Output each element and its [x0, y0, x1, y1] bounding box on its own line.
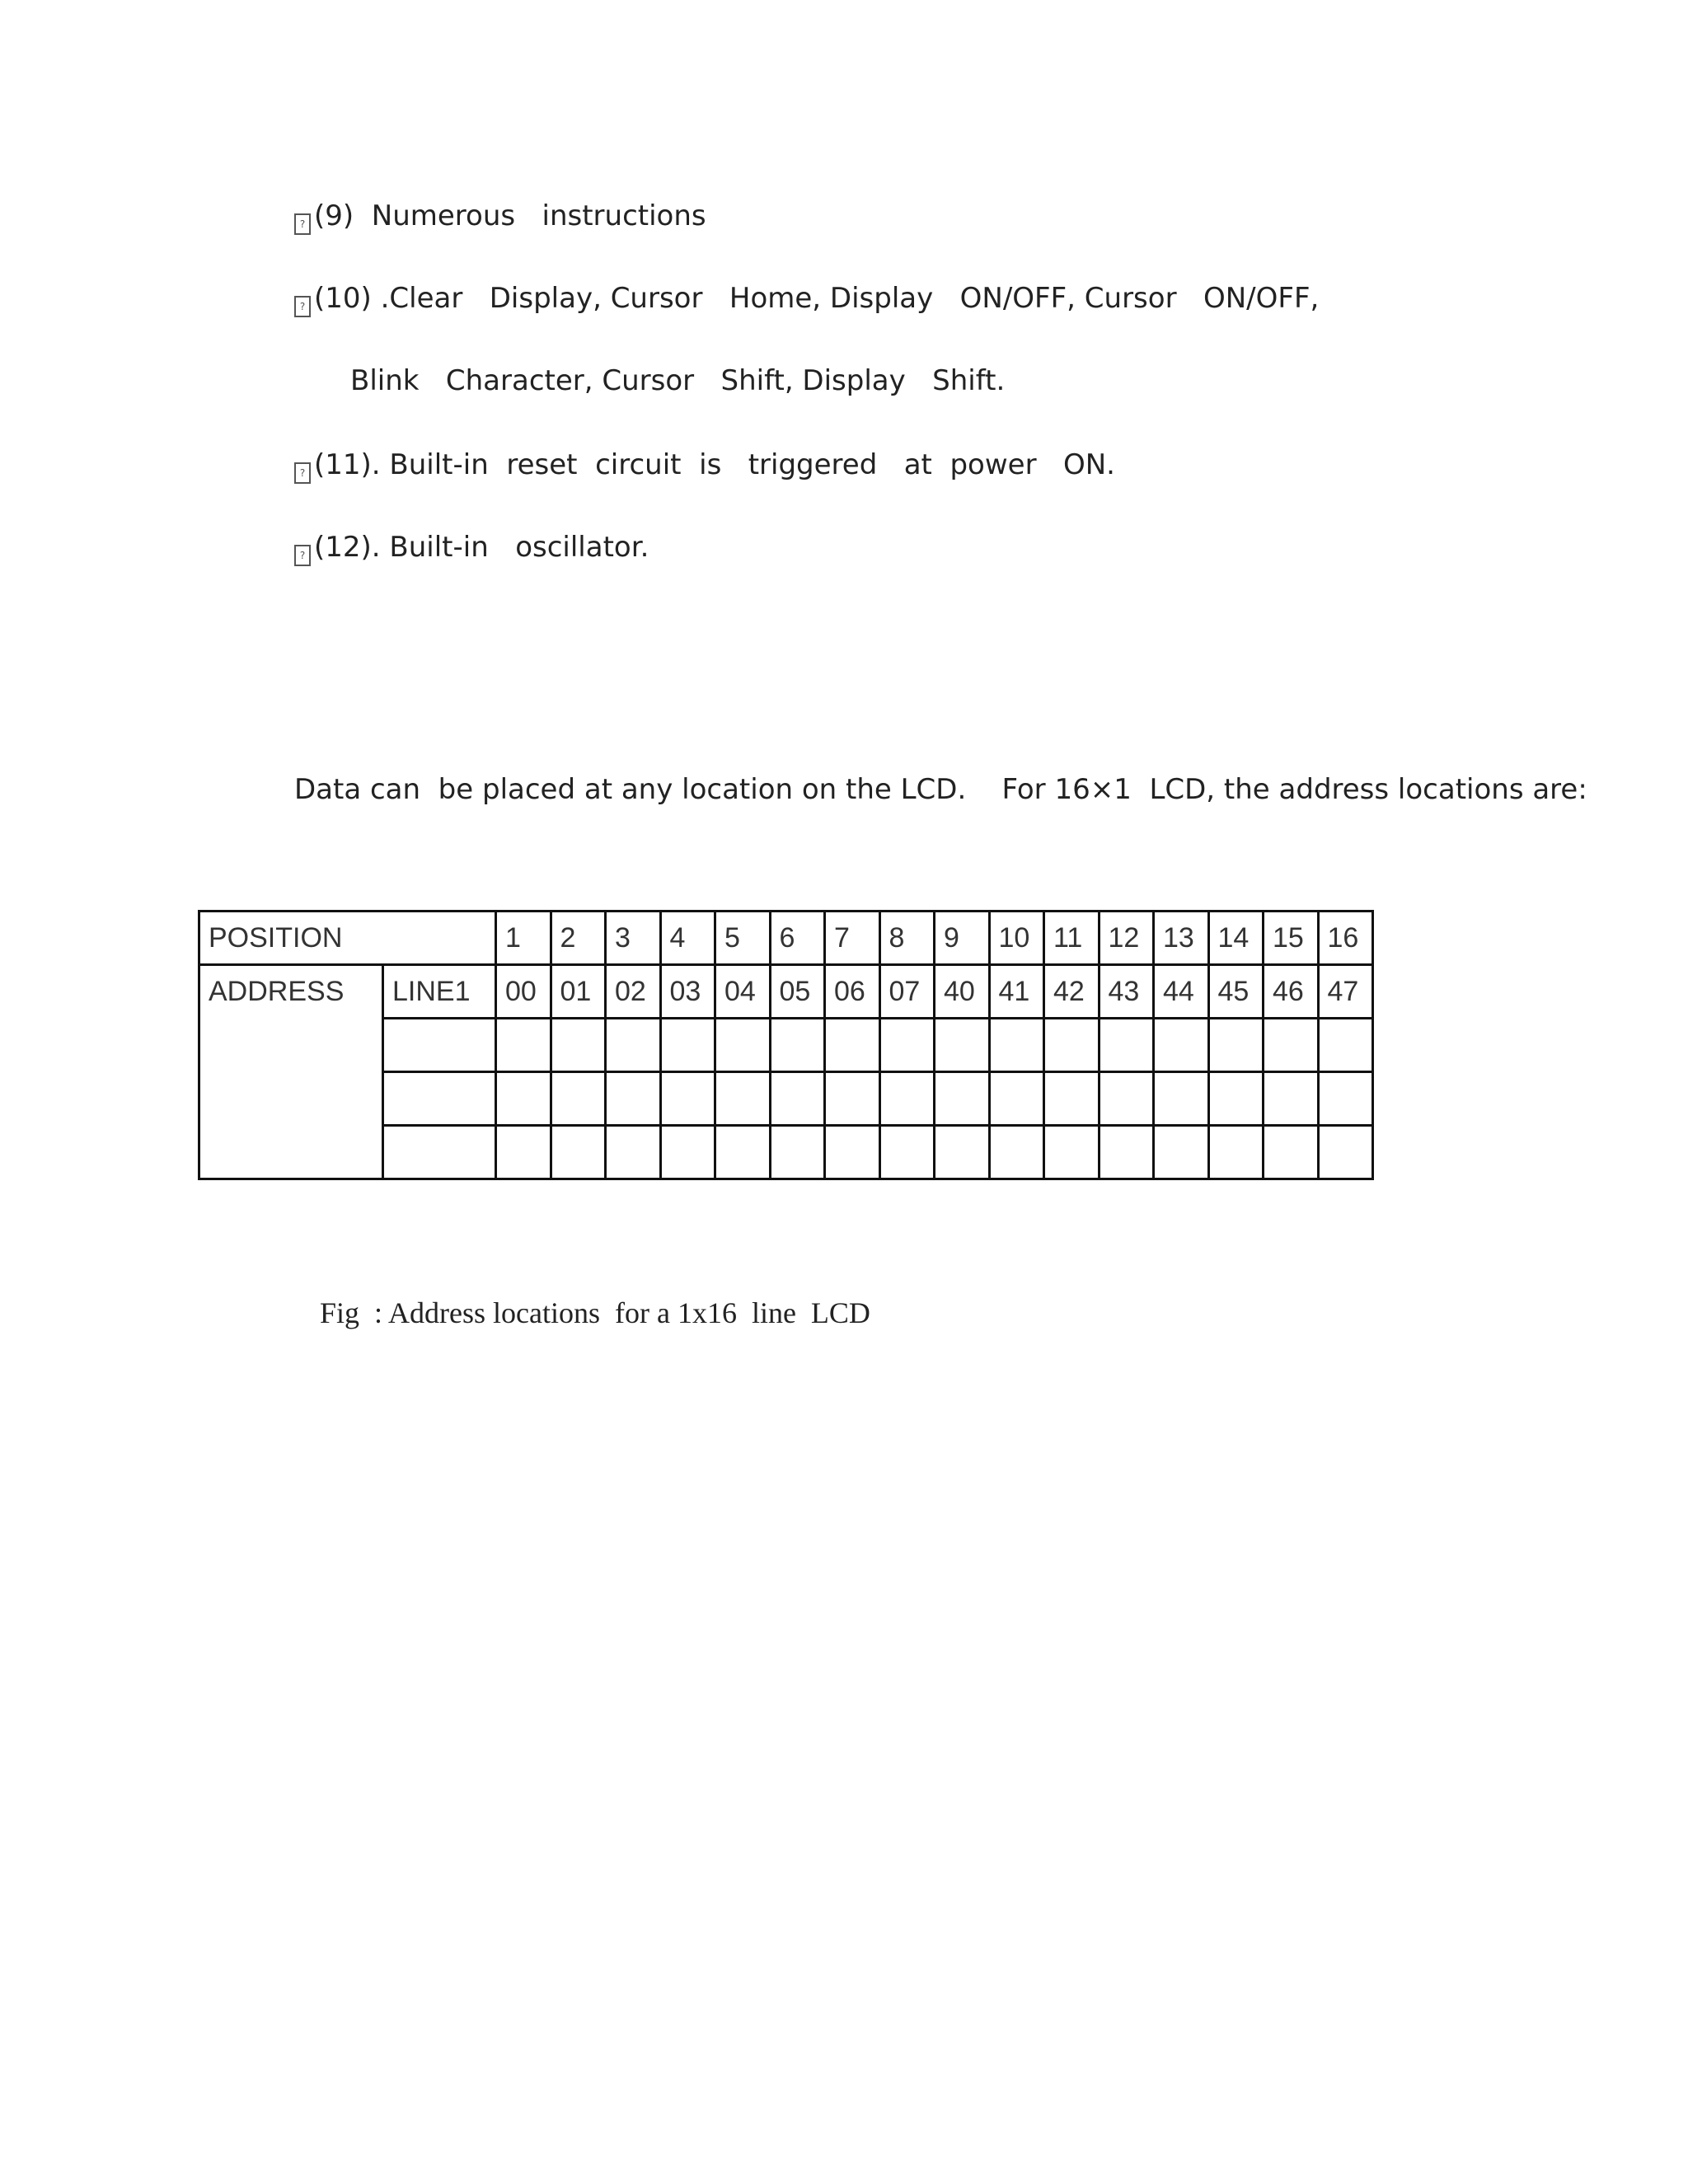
- address-cell: 02: [606, 965, 661, 1019]
- empty-cell: [879, 1126, 935, 1179]
- empty-cell: [551, 1072, 606, 1126]
- position-cell: 11: [1044, 912, 1100, 965]
- lcd-address-table: [198, 910, 1374, 1180]
- empty-cell: [879, 1019, 935, 1072]
- empty-cell: [1154, 1126, 1209, 1179]
- address-cell: 01: [551, 965, 606, 1019]
- position-header: POSITION: [199, 912, 496, 965]
- feature-item-10: [294, 282, 1319, 317]
- address-cell: 45: [1208, 965, 1264, 1019]
- empty-cell: [1154, 1019, 1209, 1072]
- missing-glyph-icon: ?: [294, 213, 311, 235]
- empty-cell: [935, 1019, 990, 1072]
- empty-cell: [1099, 1072, 1154, 1126]
- empty-cell: [770, 1126, 825, 1179]
- feature-item-12: [294, 531, 649, 566]
- address-cell: 05: [770, 965, 825, 1019]
- address-cell: 03: [660, 965, 715, 1019]
- empty-cell: [1099, 1019, 1154, 1072]
- position-row: [199, 912, 1373, 965]
- address-cell: 04: [715, 965, 771, 1019]
- position-cell: 9: [935, 912, 990, 965]
- position-cell: 1: [496, 912, 551, 965]
- empty-cell: [1044, 1072, 1100, 1126]
- empty-cell: [715, 1072, 771, 1126]
- position-cell: 6: [770, 912, 825, 965]
- position-cell: 12: [1099, 912, 1154, 965]
- empty-cell: [1044, 1126, 1100, 1179]
- empty-cell: [1099, 1126, 1154, 1179]
- feature-text: (9) Numerous instructions: [314, 199, 706, 232]
- missing-glyph-icon: ?: [294, 296, 311, 317]
- address-row: [199, 965, 1373, 1019]
- empty-cell: [551, 1126, 606, 1179]
- line1-label: LINE1: [383, 965, 496, 1019]
- position-cell: 14: [1208, 912, 1264, 965]
- position-cell: 7: [825, 912, 880, 965]
- feature-item-11: [294, 448, 1115, 484]
- missing-glyph-icon: ?: [294, 462, 311, 484]
- address-cell: 46: [1264, 965, 1319, 1019]
- empty-cell: [1264, 1126, 1319, 1179]
- empty-cell: [606, 1072, 661, 1126]
- empty-cell: [825, 1019, 880, 1072]
- feature-item-10-continuation: [350, 364, 1005, 397]
- position-cell: 13: [1154, 912, 1209, 965]
- empty-cell: [1264, 1019, 1319, 1072]
- feature-text: (12). Built-in oscillator.: [314, 531, 649, 564]
- missing-glyph-icon: ?: [294, 545, 311, 566]
- position-cell: 10: [989, 912, 1044, 965]
- address-cell: 07: [879, 965, 935, 1019]
- empty-cell: [496, 1126, 551, 1179]
- empty-cell: [715, 1019, 771, 1072]
- address-header: ADDRESS: [199, 965, 383, 1179]
- figure-caption: Fig : Address locations for a 1x16 line LCD: [320, 1296, 870, 1329]
- feature-item-9: [294, 199, 706, 235]
- empty-cell: [1208, 1072, 1264, 1126]
- empty-cell: [1208, 1019, 1264, 1072]
- empty-cell: [770, 1072, 825, 1126]
- empty-cell: [935, 1126, 990, 1179]
- address-cell: 43: [1099, 965, 1154, 1019]
- empty-cell: [1208, 1126, 1264, 1179]
- address-cell: 47: [1318, 965, 1373, 1019]
- feature-text: (11). Built-in reset circuit is triggered at power ON.: [314, 448, 1115, 481]
- position-cell: 3: [606, 912, 661, 965]
- empty-cell: [715, 1126, 771, 1179]
- intro-paragraph: Data can be placed at any location on the LCD. For 16×1 LCD, the address locations are:: [294, 773, 1587, 806]
- position-cell: 4: [660, 912, 715, 965]
- feature-text: Blink Character, Cursor Shift, Display Shift.: [350, 364, 1006, 397]
- empty-cell: [1264, 1072, 1319, 1126]
- empty-cell: [660, 1072, 715, 1126]
- empty-cell: [989, 1019, 1044, 1072]
- empty-cell: [383, 1126, 496, 1179]
- empty-cell: [551, 1019, 606, 1072]
- empty-cell: [496, 1072, 551, 1126]
- position-cell: 15: [1264, 912, 1319, 965]
- position-cell: 8: [879, 912, 935, 965]
- address-cell: 00: [496, 965, 551, 1019]
- position-cell: 2: [551, 912, 606, 965]
- empty-cell: [989, 1072, 1044, 1126]
- empty-cell: [383, 1072, 496, 1126]
- address-cell: 44: [1154, 965, 1209, 1019]
- empty-cell: [383, 1019, 496, 1072]
- empty-cell: [1154, 1072, 1209, 1126]
- empty-cell: [770, 1019, 825, 1072]
- address-cell: 40: [935, 965, 990, 1019]
- empty-cell: [606, 1019, 661, 1072]
- empty-cell: [825, 1126, 880, 1179]
- empty-cell: [1318, 1126, 1373, 1179]
- empty-cell: [1318, 1019, 1373, 1072]
- empty-cell: [606, 1126, 661, 1179]
- empty-cell: [1318, 1072, 1373, 1126]
- empty-cell: [989, 1126, 1044, 1179]
- empty-cell: [1044, 1019, 1100, 1072]
- feature-text: (10) .Clear Display, Cursor Home, Display ON/OFF, Cursor ON/OFF,: [314, 282, 1320, 315]
- empty-cell: [879, 1072, 935, 1126]
- position-cell: 5: [715, 912, 771, 965]
- empty-cell: [935, 1072, 990, 1126]
- empty-cell: [496, 1019, 551, 1072]
- address-cell: 06: [825, 965, 880, 1019]
- address-cell: 41: [989, 965, 1044, 1019]
- empty-cell: [660, 1019, 715, 1072]
- address-cell: 42: [1044, 965, 1100, 1019]
- empty-cell: [660, 1126, 715, 1179]
- position-cell: 16: [1318, 912, 1373, 965]
- empty-cell: [825, 1072, 880, 1126]
